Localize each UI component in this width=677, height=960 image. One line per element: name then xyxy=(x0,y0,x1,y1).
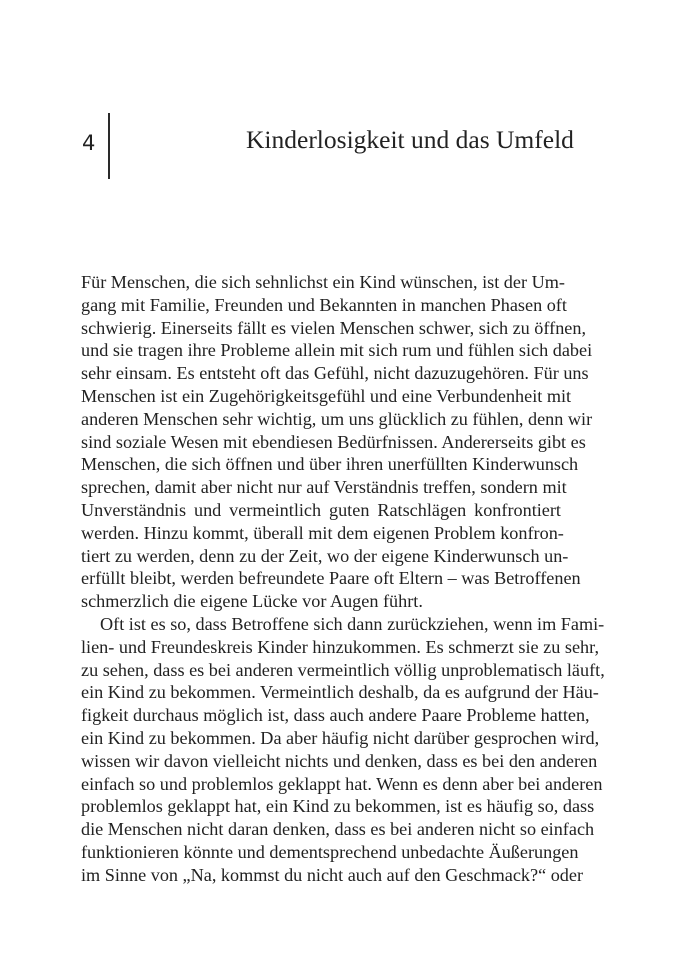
text-line: funktionieren könnte und dementsprechend unbedachte Äußerungen xyxy=(81,841,579,862)
text-line: die Menschen nicht daran denken, dass es bei anderen nicht so einfach xyxy=(81,819,595,840)
text-line: Für Menschen, die sich sehnlichst ein Kind wünschen, ist der Um- xyxy=(81,272,565,292)
text-line: problemlos geklappt hat, ein Kind zu bekommen, ist es häufig so, dass xyxy=(81,796,595,817)
text-line: Oft ist es so, dass Betroffene sich dann zurückziehen, wenn im Fami- xyxy=(100,613,605,634)
text-line: Menschen, die sich öffnen und über ihren unerfüllten Kinderwunsch xyxy=(81,454,579,475)
text-line: erfüllt bleibt, werden befreundete Paare oft Eltern – was Betroffenen xyxy=(81,568,581,589)
text-line: ein Kind zu bekommen. Da aber häufig nicht darüber gesprochen wird, xyxy=(81,727,600,748)
chapter-number: 4 xyxy=(82,131,96,155)
text-line: wissen wir davon vielleicht nichts und denken, dass es bei den anderen xyxy=(81,750,598,771)
text-line: im Sinne von „Na, kommst du nicht auch auf den Geschmack?“ oder xyxy=(81,864,584,885)
text-line: sind soziale Wesen mit ebendiesen Bedürfnissen. Andererseits gibt es xyxy=(81,431,586,452)
text-line: sprechen, damit aber nicht nur auf Verständnis treffen, sondern mit xyxy=(81,477,567,498)
text-line: einfach so und problemlos geklappt hat. Wenn es denn aber bei anderen xyxy=(81,773,603,794)
text-line: Unverständnis und vermeintlich guten Ratschlägen konfrontiert xyxy=(81,499,561,520)
text-line: schwierig. Einerseits fällt es vielen Menschen schwer, sich zu öffnen, xyxy=(81,317,586,338)
text-line: sehr einsam. Es entsteht oft das Gefühl, nicht dazuzugehören. Für uns xyxy=(81,363,589,384)
text-line: tiert zu werden, denn zu der Zeit, wo der eigene Kinderwunsch un- xyxy=(81,545,569,566)
chapter-divider-rule xyxy=(108,113,110,179)
text-line: gang mit Familie, Freunden und Bekannten in manchen Phasen oft xyxy=(81,294,567,315)
text-line: werden. Hinzu kommt, überall mit dem eigenen Problem konfron- xyxy=(81,522,564,543)
text-line: und sie tragen ihre Probleme allein mit sich rum und fühlen sich dabei xyxy=(81,340,593,361)
text-line: schmerzlich die eigene Lücke vor Augen führt. xyxy=(81,591,423,612)
paragraph-1 xyxy=(81,271,593,613)
text-line: lien- und Freundeskreis Kinder hinzukommen. Es schmerzt sie zu sehr, xyxy=(81,636,599,657)
body-text xyxy=(81,271,605,887)
text-line: Menschen ist ein Zugehörigkeitsgefühl und eine Verbundenheit mit xyxy=(81,385,572,406)
text-line: figkeit durchaus möglich ist, dass auch andere Paare Probleme hatten, xyxy=(81,705,590,726)
text-line: zu sehen, dass es bei anderen vermeintlich völlig unproblematisch läuft, xyxy=(81,659,605,680)
paragraph-2 xyxy=(81,613,605,887)
text-line: anderen Menschen sehr wichtig, um uns glücklich zu fühlen, denn wir xyxy=(81,408,593,429)
chapter-title: Kinderlosigkeit und das Umfeld xyxy=(246,125,574,154)
text-line: ein Kind zu bekommen. Vermeintlich deshalb, da es aufgrund der Häu- xyxy=(81,682,599,703)
